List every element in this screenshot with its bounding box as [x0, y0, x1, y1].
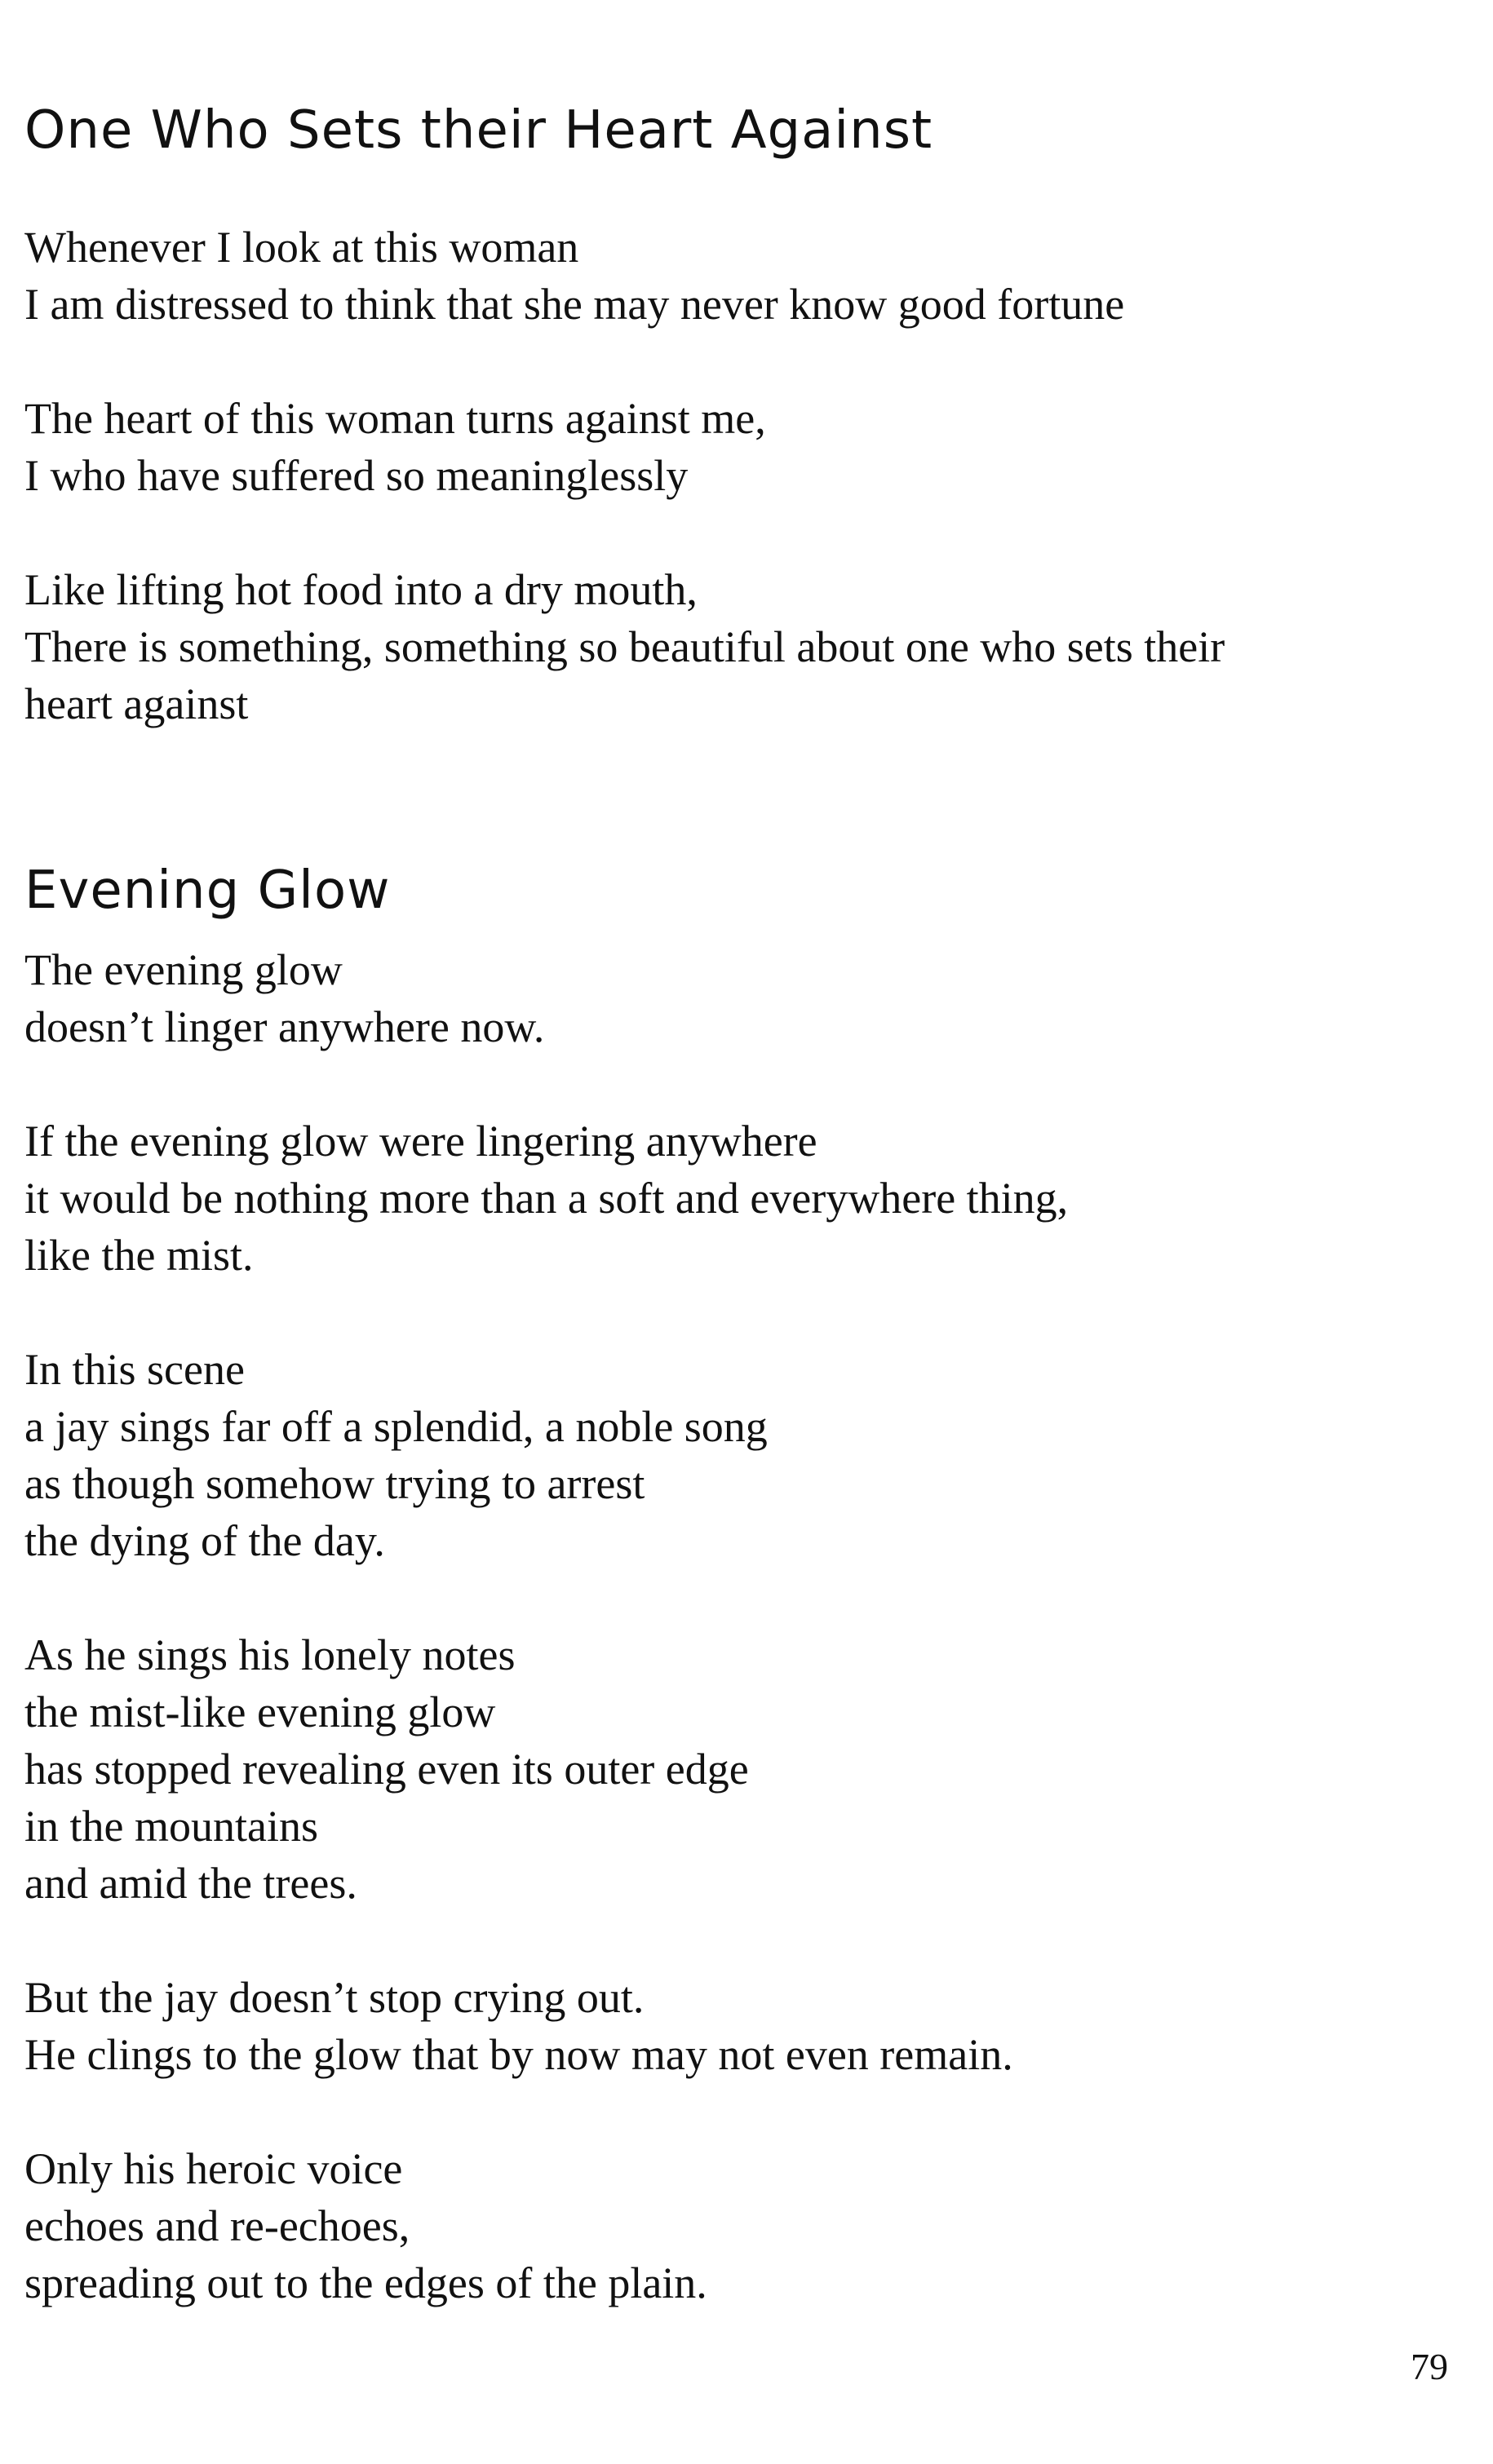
poem-line: doesn’t linger anywhere now.: [24, 1002, 545, 1051]
poem-line: Only his heroic voice: [24, 2144, 403, 2193]
poem-evening-glow: [24, 858, 1460, 2369]
poem-line: like the mist.: [24, 1231, 254, 1280]
poem-line: as though somehow trying to arrest: [24, 1459, 645, 1508]
poem-line: and amid the trees.: [24, 1859, 357, 1908]
poem-line: If the evening glow were lingering anywhere: [24, 1117, 817, 1166]
poem-line: in the mountains: [24, 1802, 318, 1851]
stanza: [24, 941, 1460, 1055]
poem-line: I am distressed to think that she may never know good fortune: [24, 280, 1125, 329]
poem-line: The heart of this woman turns against me,: [24, 394, 766, 443]
stanza: [24, 1969, 1460, 2083]
poem-line: I who have suffered so meaninglessly: [24, 451, 689, 500]
poem-line: Like lifting hot food into a dry mouth,: [24, 565, 698, 614]
poem-line: heart against: [24, 679, 249, 728]
poem-line: has stopped revealing even its outer edge: [24, 1745, 749, 1794]
poem-one-who-sets-their-heart-against: [24, 98, 1460, 790]
poem-line: echoes and re-echoes,: [24, 2201, 410, 2250]
poem-line: But the jay doesn’t stop crying out.: [24, 1973, 645, 2022]
poem-line: The evening glow: [24, 945, 343, 994]
stanza: [24, 2140, 1460, 2311]
poem-line: Whenever I look at this woman: [24, 223, 579, 272]
poem-line: spreading out to the edges of the plain.: [24, 2258, 707, 2307]
poem-line: a jay sings far off a splendid, a noble song: [24, 1402, 768, 1451]
stanza: [24, 561, 1460, 732]
stanza: [24, 1626, 1460, 1912]
poem-line: In this scene: [24, 1345, 245, 1394]
stanza: [24, 1341, 1460, 1569]
stanza: [24, 219, 1460, 333]
poem-line: the mist-like evening glow: [24, 1688, 496, 1736]
poem-line: He clings to the glow that by now may not even remain.: [24, 2030, 1013, 2079]
poem-title: Evening Glow: [24, 860, 391, 921]
poem-line: As he sings his lonely notes: [24, 1630, 516, 1679]
poem-line: the dying of the day.: [24, 1516, 385, 1565]
page-number: 79: [1411, 2346, 1448, 2387]
poem-line: There is something, something so beautiful about one who sets their: [24, 622, 1225, 671]
stanza: [24, 1113, 1460, 1284]
stanza: [24, 390, 1460, 504]
poem-line: it would be nothing more than a soft and everywhere thing,: [24, 1174, 1069, 1223]
poem-title: One Who Sets their Heart Against: [24, 100, 933, 161]
